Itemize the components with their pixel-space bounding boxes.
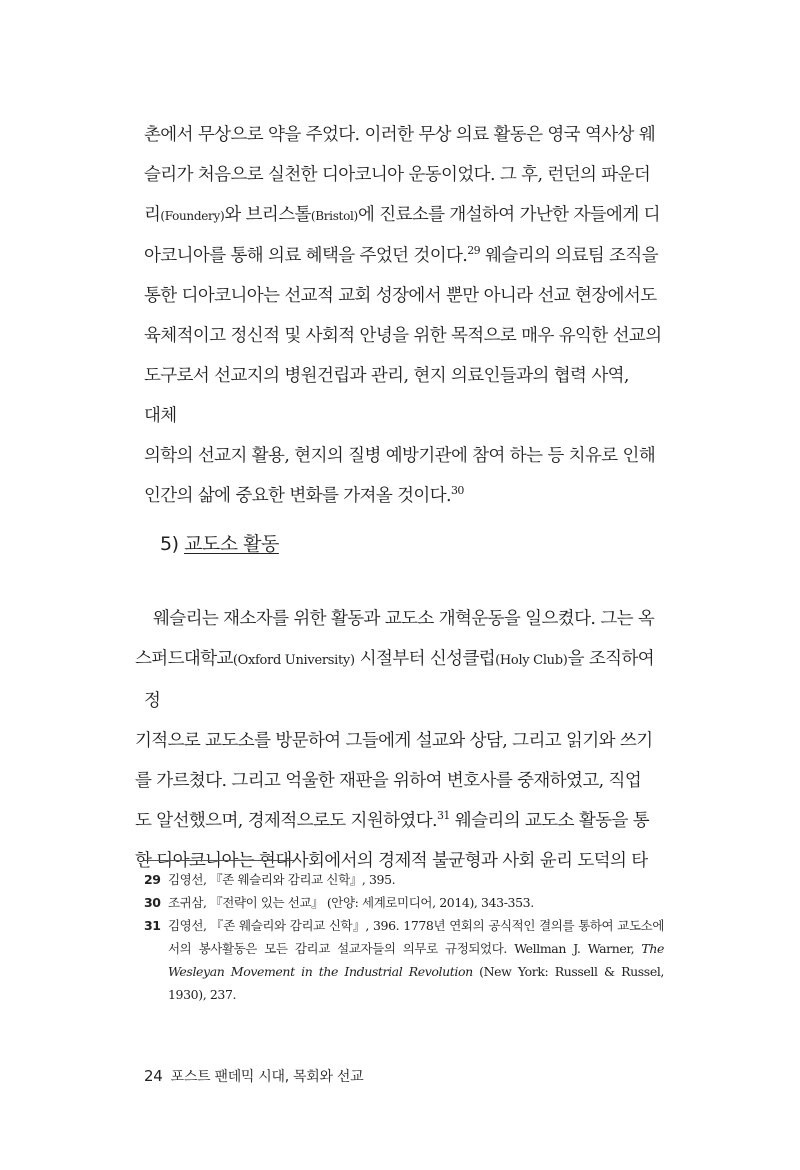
section-heading (160, 529, 279, 556)
footnote-number: 30 (144, 895, 161, 910)
footnotes (144, 868, 664, 1006)
footnote-ref-30[interactable]: 30 (450, 484, 464, 497)
footnote-text: 조귀삼, 『전략이 있는 선교』 (안양: 세계로미디어, 2014), 343-353. (168, 895, 534, 910)
running-title: 포스트 팬데믹 시대, 목회와 선교 (170, 1069, 364, 1085)
footnote-ref-29[interactable]: 29 (467, 244, 481, 257)
footnote-ref-31[interactable]: 31 (437, 809, 450, 822)
page-number: 24 (144, 1067, 163, 1085)
text-line: 통한 디아코니아는 선교적 교회 성장에서 뿐만 아니라 선교 현장에서도 (144, 286, 657, 306)
text-line: 아코니아를 통해 의료 혜택을 주었던 것이다.$^{29}$ 웨슬리의 의료팀 조직을 (144, 244, 659, 266)
footnote (144, 914, 664, 1006)
footnote-divider (144, 860, 294, 861)
footnote-text: 김영선, 『존 웨슬리와 감리교 신학』, 396. 1778년 연회의 공식적인 결의를 통하여 교도소에서의 봉사활동은 모든 감리교 설교자들의 의무로 규정되었다. Wellman J. Warner, The Wesleyan Movement in the Industrial Revolution (New York: Russell & Russel, 1930), 237. (168, 918, 664, 1002)
text-line: 스퍼드대학교(Oxford University) 시절부터 신성클럽(Holy Club)을 조직하여 정 (135, 649, 655, 711)
text-line: 를 가르쳤다. 그리고 억울한 재판을 위하여 변호사를 중재하였고, 직업 (135, 771, 642, 791)
paragraph-1 (144, 115, 664, 516)
text-line: 기적으로 교도소를 방문하여 그들에게 설교와 상담, 그리고 읽기와 쓰기 (135, 731, 653, 751)
footnote-number: 29 (144, 872, 161, 887)
footnote-number: 31 (144, 918, 161, 933)
text-line: 도 알선했으며, 경제적으로도 지원하였다.$^{31}$ 웨슬리의 교도소 활동을 통 (135, 809, 650, 831)
paragraph-2 (135, 599, 664, 881)
footnote (144, 868, 664, 891)
book-title-italic: The Wesleyan Movement in the Industrial Revolution (168, 941, 664, 979)
text-line: 한 디아코니아는 현대사회에서의 경제적 불균형과 사회 윤리 도덕의 타 (135, 851, 648, 871)
text-line: 도구로서 선교지의 병원건립과 관리, 현지 의료인들과의 협력 사역, 대체 (144, 366, 629, 426)
section-number: 5) (160, 533, 179, 555)
text-line: 리(Foundery)와 브리스톨(Bristol)에 진료소를 개설하여 가난한 자들에게 디 (144, 205, 660, 225)
footnote-text: 김영선, 『존 웨슬리와 감리교 신학』, 395. (168, 872, 396, 887)
text-line: 촌에서 무상으로 약을 주었다. 이러한 무상 의료 활동은 영국 역사상 웨 (144, 125, 656, 145)
page-footer (144, 1066, 363, 1086)
text-line: 육체적이고 정신적 및 사회적 안녕을 위한 목적으로 매우 유익한 선교의 (144, 326, 662, 346)
section-title: 교도소 활동 (184, 533, 279, 555)
text-line: 인간의 삶에 중요한 변화를 가져올 것이다.$^{30}$ (144, 484, 464, 506)
footnote (144, 891, 664, 914)
text-line: 웨슬리는 재소자를 위한 활동과 교도소 개혁운동을 일으켰다. 그는 옥 (153, 609, 655, 629)
text-line: 의학의 선교지 활용, 현지의 질병 예방기관에 참여 하는 등 치유로 인해 (144, 446, 656, 466)
text-line: 슬리가 처음으로 실천한 디아코니아 운동이었다. 그 후, 런던의 파운더 (144, 165, 651, 185)
